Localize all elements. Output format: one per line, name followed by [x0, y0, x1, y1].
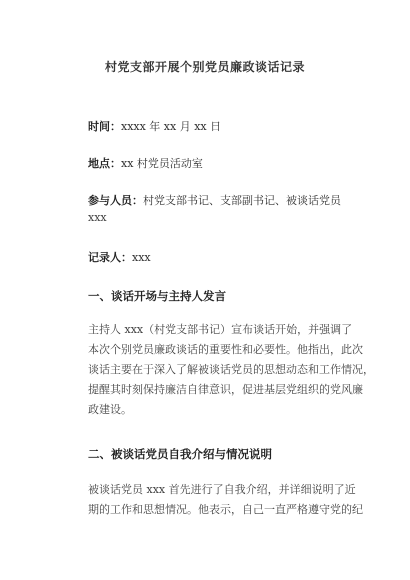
document-title: 村党支部开展个别党员廉政谈话记录: [104, 60, 305, 74]
recorder-label: 记录人：: [88, 251, 132, 264]
paragraph-line: 提醒其时刻保持廉洁自律意识，促进基层党组织的党风廉: [88, 383, 363, 396]
participants-label: 参与人员：: [88, 194, 143, 207]
paragraph-line: 政建设。: [88, 403, 132, 416]
paragraph-line: 本次个别党员廉政谈话的重要性和必要性。他指出，此次: [88, 343, 363, 356]
paragraph-line: 期的工作和思想情况。他表示，自己一直严格遵守党的纪: [88, 503, 363, 516]
paragraph-line: 被谈话党员 xxx 首先进行了自我介绍，并详细说明了近: [88, 483, 356, 496]
section-2-heading: 二、被谈话党员自我介绍与情况说明: [88, 447, 272, 461]
recorder-line: [88, 249, 151, 265]
recorder-value: xxx: [132, 251, 151, 264]
section-2-paragraph: [88, 480, 363, 520]
time-line: [88, 118, 221, 134]
place-label: 地点：: [88, 157, 121, 170]
place-line: [88, 155, 203, 171]
time-value: xxxx 年 xx 月 xx 日: [121, 120, 222, 133]
time-label: 时间：: [88, 120, 121, 133]
participants-line: [88, 192, 341, 208]
participants-value-continued: xxx: [88, 211, 107, 224]
paragraph-line: 谈话主要在于深入了解被谈话党员的思想动态和工作情况，: [88, 363, 374, 376]
paragraph-line: 主持人 xxx（村党支部书记）宣布谈话开始，并强调了: [88, 323, 353, 336]
participants-value: 村党支部书记、支部副书记、被谈话党员: [143, 194, 341, 207]
section-1-heading: 一、谈话开场与主持人发言: [88, 289, 226, 303]
place-value: xx 村党员活动室: [121, 157, 203, 170]
section-1-paragraph: [88, 320, 374, 420]
